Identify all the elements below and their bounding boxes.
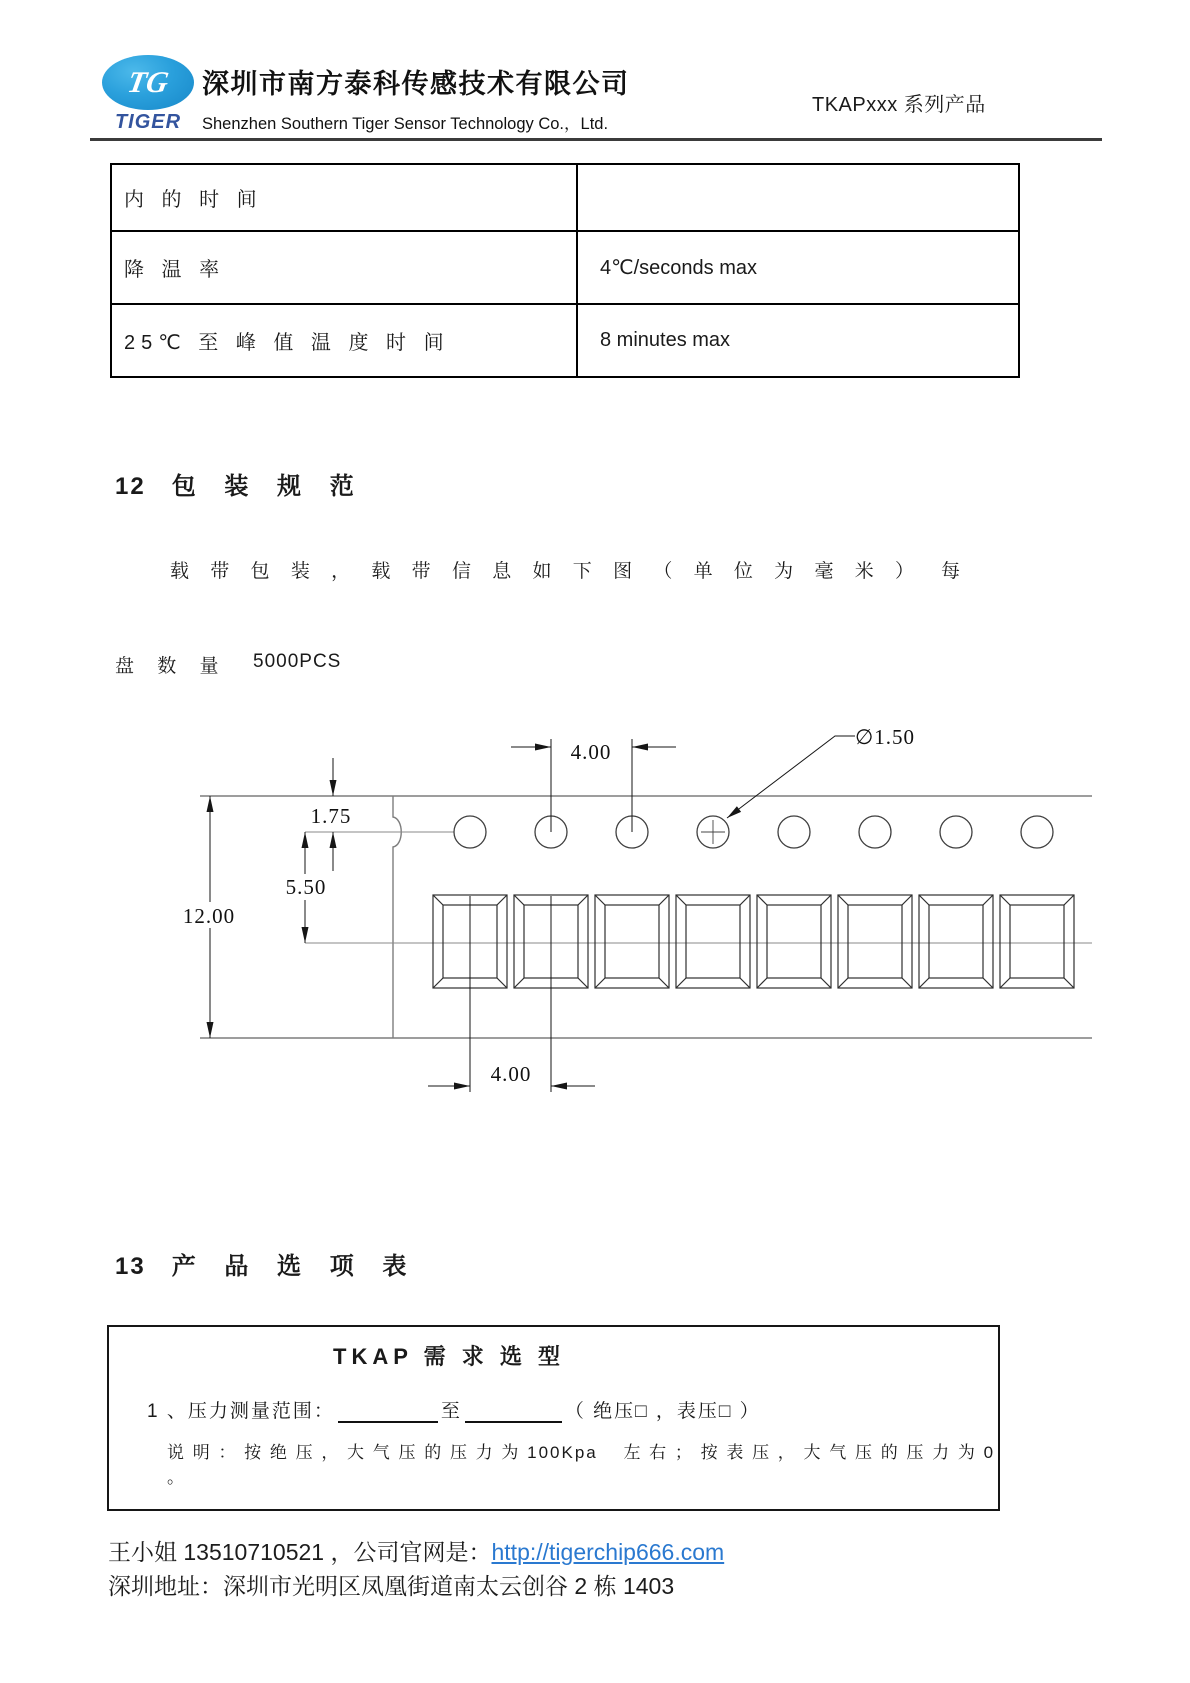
contact-line	[108, 1535, 724, 1569]
sprocket-holes	[454, 816, 1053, 848]
product-series-label: TKAPxxx 系列产品	[812, 94, 986, 116]
pressure-type-options[interactable]: （ 绝压□ ，表压□ ）	[564, 1401, 761, 1422]
dim-pitch-top: 4.00	[570, 740, 612, 764]
logo-brand-text: TIGER	[114, 111, 182, 133]
sprocket-hole	[859, 816, 891, 848]
table-row	[112, 230, 1018, 303]
form-note: 说 明 ： 按 绝 压 ， 大 气 压 的 压 力 为 100Kpa 左 右 ； 按 表 压 ， 大 气 压 的 压 力 为 0 。	[167, 1443, 996, 1487]
pocket	[676, 895, 750, 988]
reflow-spec-table	[110, 163, 1020, 378]
table-row	[112, 303, 1018, 376]
company-name-cn: 深圳市南方泰科传感技术有限公司	[202, 69, 630, 99]
pressure-range-label: 1 、压力测量范围：	[147, 1401, 335, 1422]
dim-pitch-bottom: 4.00	[490, 1062, 532, 1086]
carrier-tape-drawing	[165, 660, 1100, 1100]
form-title: TKAP 需 求 选 型	[333, 1344, 565, 1369]
logo-ellipse-icon	[102, 55, 194, 110]
tkap-selection-form	[107, 1325, 1000, 1511]
sprocket-hole	[778, 816, 810, 848]
table-row	[112, 165, 1018, 230]
range-max-blank-field[interactable]	[465, 1399, 562, 1423]
pocket	[919, 895, 993, 988]
address-line: 深圳地址：深圳市光明区凤凰街道南太云创谷 2 栋 1403	[108, 1573, 675, 1599]
table-cell-value: 8 minutes max	[600, 329, 731, 351]
component-pockets	[433, 895, 1074, 988]
pocket	[838, 895, 912, 988]
company-block	[202, 62, 630, 134]
packaging-text: 载 带 包 装 ， 载 带 信 息 如 下 图 （ 单 位 为 毫 米 ）	[170, 561, 920, 582]
section-title: 产 品 选 项 表	[171, 1253, 418, 1280]
page-footer	[108, 1535, 724, 1603]
pocket	[1000, 895, 1074, 988]
dim-hole-offset: 1.75	[310, 804, 352, 828]
company-logo	[100, 55, 196, 134]
pocket	[757, 895, 831, 988]
section-title: 包 装 规 范	[171, 473, 365, 500]
pressure-range-line	[147, 1396, 998, 1423]
sprocket-hole	[1021, 816, 1053, 848]
packaging-paragraph	[170, 556, 980, 583]
center-lines	[305, 832, 1092, 943]
table-cell-label: 内 的 时 间	[112, 165, 578, 230]
company-name-en: Shenzhen Southern Tiger Sensor Technology Co.，Ltd.	[202, 115, 609, 133]
sprocket-hole	[454, 816, 486, 848]
packaging-text-tail: 每	[941, 561, 966, 582]
pocket	[595, 895, 669, 988]
quantity-value: 5000PCS	[253, 651, 342, 672]
section-number: 12	[115, 473, 146, 500]
dim-hole-diameter: ∅1.50	[855, 725, 916, 749]
section-12-heading	[115, 466, 365, 501]
section-13-heading	[115, 1246, 417, 1281]
header-divider	[90, 138, 1102, 141]
dim-center-offset: 5.50	[285, 875, 327, 899]
quantity-label: 盘 数 量	[115, 656, 228, 677]
dim-tape-width: 12.00	[182, 904, 236, 928]
contact-text: 王小姐 13510710521 ，公司官网是：	[108, 1539, 492, 1565]
range-min-blank-field[interactable]	[338, 1399, 438, 1423]
sprocket-hole	[940, 816, 972, 848]
table-cell-value	[578, 165, 1018, 230]
table-cell-label: 降 温 率	[112, 232, 578, 303]
website-link[interactable]: http://tigerchip666.com	[491, 1539, 725, 1565]
logo-tg-monogram: TG	[125, 65, 171, 99]
range-to-label: 至	[440, 1401, 462, 1422]
table-cell-value: 4℃/seconds max	[600, 257, 757, 279]
table-cell-label: 25℃ 至 峰 值 温 度 时 间	[112, 305, 578, 376]
section-number: 13	[115, 1253, 146, 1280]
